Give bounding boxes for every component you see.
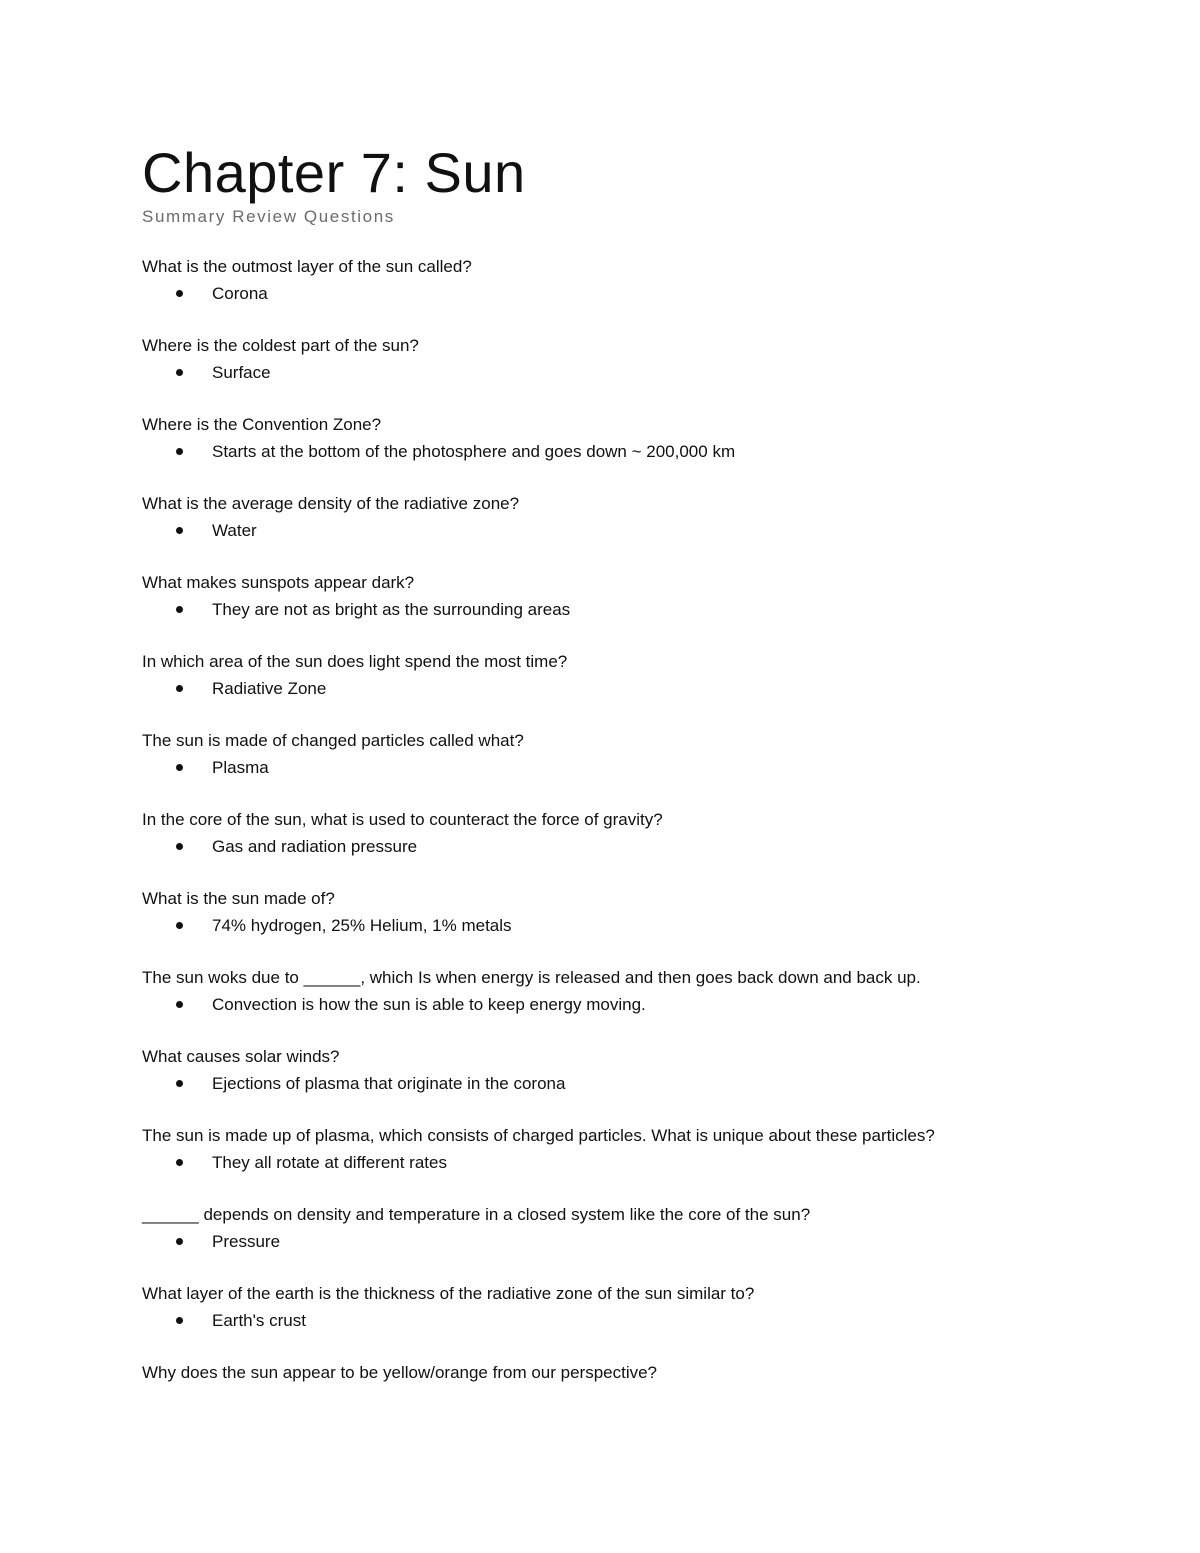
- answer-item: [142, 675, 1102, 702]
- answer-list: [142, 1070, 1102, 1097]
- answer-list: [142, 912, 1102, 939]
- bullet-icon: [176, 369, 183, 376]
- question-text: The sun is made of changed particles called what?: [142, 731, 524, 750]
- answer-text: Earth's crust: [212, 1311, 306, 1330]
- answer-item: [142, 596, 1102, 623]
- question-list: [142, 254, 1102, 1386]
- question-text: Where is the Convention Zone?: [142, 415, 382, 434]
- question-block: [142, 491, 1102, 544]
- question-block: [142, 254, 1102, 307]
- answer-item: [142, 1307, 1102, 1334]
- bullet-icon: [176, 527, 183, 534]
- answer-text: Plasma: [212, 758, 269, 777]
- bullet-icon: [176, 1317, 183, 1324]
- bullet-icon: [176, 448, 183, 455]
- question-block: [142, 570, 1102, 623]
- answer-list: [142, 1307, 1102, 1334]
- answer-list: [142, 675, 1102, 702]
- document-subtitle: Summary Review Questions: [142, 207, 395, 226]
- question-text: Where is the coldest part of the sun?: [142, 336, 419, 355]
- answer-text: Surface: [212, 363, 271, 382]
- question-block: [142, 965, 1102, 1018]
- answer-item: [142, 280, 1102, 307]
- question-text: The sun is made up of plasma, which consists of charged particles. What is unique about these particles?: [142, 1126, 935, 1145]
- answer-text: Pressure: [212, 1232, 281, 1251]
- answer-text: Ejections of plasma that originate in the corona: [212, 1074, 566, 1093]
- answer-text: They are not as bright as the surrounding areas: [212, 600, 571, 619]
- document-title: Chapter 7: Sun: [142, 141, 526, 204]
- bullet-icon: [176, 843, 183, 850]
- answer-item: [142, 991, 1102, 1018]
- answer-list: [142, 596, 1102, 623]
- question-block: [142, 1202, 1102, 1255]
- question-block: [142, 412, 1102, 465]
- answer-text: Gas and radiation pressure: [212, 837, 418, 856]
- answer-text: Water: [212, 521, 257, 540]
- bullet-icon: [176, 922, 183, 929]
- bullet-icon: [176, 1001, 183, 1008]
- question-text: What is the sun made of?: [142, 889, 335, 908]
- question-block: [142, 649, 1102, 702]
- answer-item: [142, 912, 1102, 939]
- bullet-icon: [176, 290, 183, 297]
- answer-item: [142, 754, 1102, 781]
- answer-list: [142, 1149, 1102, 1176]
- question-text: What causes solar winds?: [142, 1047, 340, 1066]
- answer-text: They all rotate at different rates: [212, 1153, 447, 1172]
- answer-list: [142, 991, 1102, 1018]
- bullet-icon: [176, 606, 183, 613]
- question-block: [142, 728, 1102, 781]
- answer-text: Starts at the bottom of the photosphere and goes down ~ 200,000 km: [212, 442, 736, 461]
- question-block: [142, 807, 1102, 860]
- question-block: [142, 1360, 1102, 1386]
- bullet-icon: [176, 1159, 183, 1166]
- answer-item: [142, 517, 1102, 544]
- answer-list: [142, 754, 1102, 781]
- bullet-icon: [176, 1080, 183, 1087]
- question-text: What is the outmost layer of the sun called?: [142, 257, 472, 276]
- bullet-icon: [176, 1238, 183, 1245]
- answer-item: [142, 359, 1102, 386]
- answer-text: Corona: [212, 284, 268, 303]
- answer-list: [142, 833, 1102, 860]
- answer-item: [142, 1228, 1102, 1255]
- question-text: In the core of the sun, what is used to counteract the force of gravity?: [142, 810, 663, 829]
- document-page: [142, 140, 1102, 1412]
- answer-item: [142, 438, 1102, 465]
- question-text: What makes sunspots appear dark?: [142, 573, 415, 592]
- answer-list: [142, 359, 1102, 386]
- answer-list: [142, 517, 1102, 544]
- answer-list: [142, 438, 1102, 465]
- question-block: [142, 1281, 1102, 1334]
- question-text: ______ depends on density and temperature in a closed system like the core of the sun?: [142, 1205, 811, 1224]
- question-block: [142, 1123, 1102, 1176]
- question-block: [142, 1044, 1102, 1097]
- answer-item: [142, 1070, 1102, 1097]
- answer-text: Convection is how the sun is able to keep energy moving.: [212, 995, 646, 1014]
- answer-list: [142, 1228, 1102, 1255]
- answer-text: Radiative Zone: [212, 679, 327, 698]
- answer-item: [142, 833, 1102, 860]
- question-text: In which area of the sun does light spend the most time?: [142, 652, 568, 671]
- answer-item: [142, 1149, 1102, 1176]
- question-block: [142, 333, 1102, 386]
- question-text: Why does the sun appear to be yellow/orange from our perspective?: [142, 1363, 658, 1382]
- question-block: [142, 886, 1102, 939]
- bullet-icon: [176, 764, 183, 771]
- question-text: The sun woks due to ______, which Is when energy is released and then goes back down and back up.: [142, 968, 921, 987]
- question-text: What layer of the earth is the thickness of the radiative zone of the sun similar to?: [142, 1284, 755, 1303]
- answer-list: [142, 280, 1102, 307]
- answer-text: 74% hydrogen, 25% Helium, 1% metals: [212, 916, 512, 935]
- question-text: What is the average density of the radiative zone?: [142, 494, 520, 513]
- bullet-icon: [176, 685, 183, 692]
